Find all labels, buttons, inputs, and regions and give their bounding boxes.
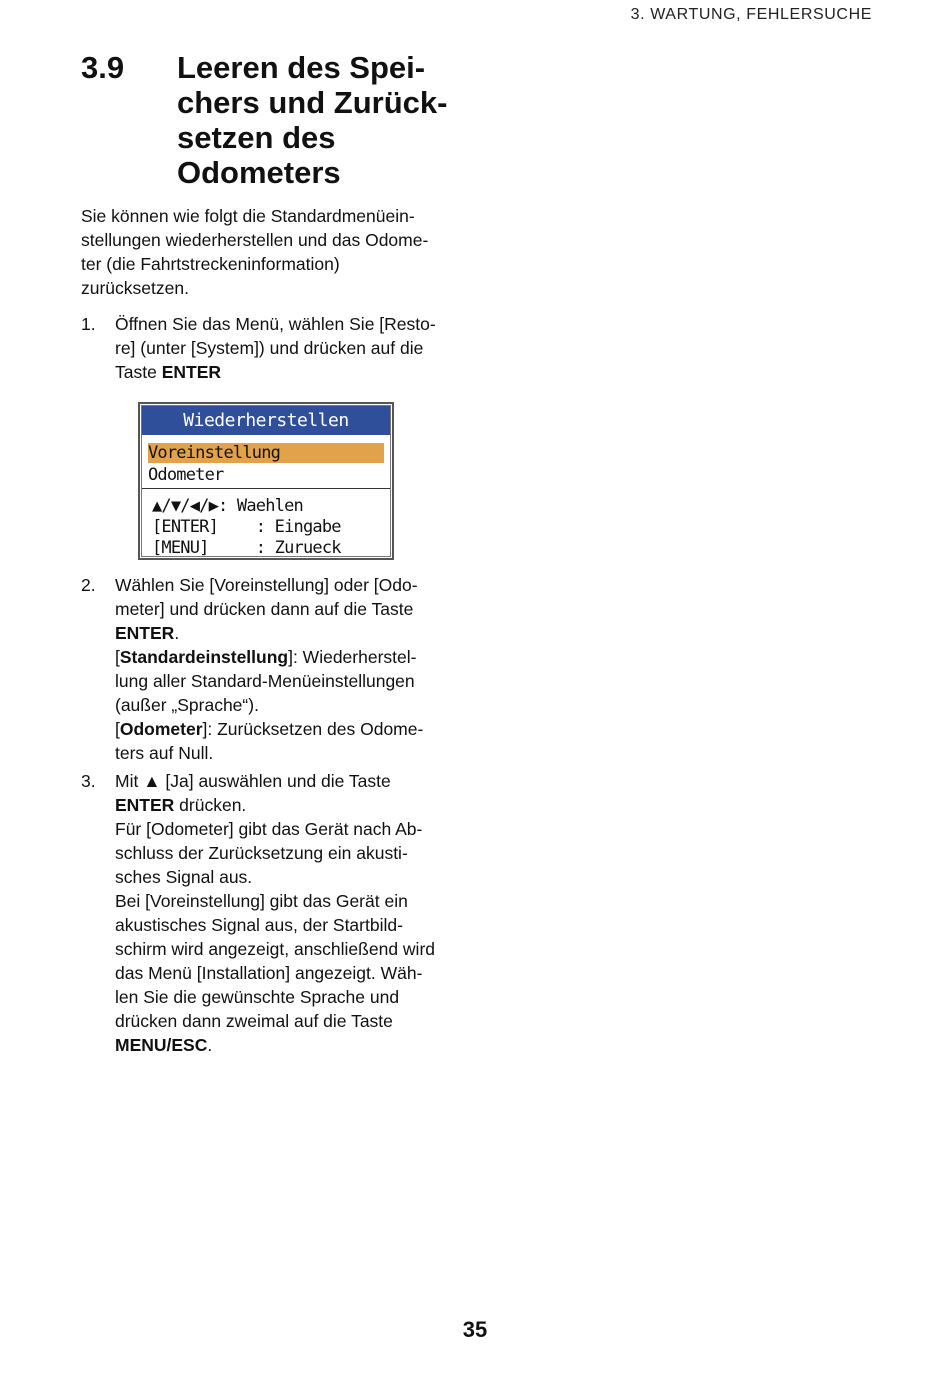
step-number: 1. bbox=[81, 314, 96, 334]
section-title bbox=[177, 50, 477, 190]
bracket: [ bbox=[115, 647, 120, 667]
running-header: 3. WARTUNG, FEHLERSUCHE bbox=[630, 6, 872, 23]
menu-esc-key-label: MENU/ESC bbox=[115, 1035, 208, 1055]
step-line: sches Signal aus. bbox=[115, 867, 253, 887]
help-separator: : bbox=[255, 517, 275, 537]
help-separator: : bbox=[218, 496, 237, 516]
page-number: 35 bbox=[462, 1317, 488, 1342]
step-text bbox=[115, 312, 475, 384]
step-text-span: Taste bbox=[115, 362, 162, 382]
help-line-menu bbox=[152, 538, 341, 559]
enter-key-label: ENTER bbox=[115, 795, 175, 815]
arrow-keys-icon: ▲/▼/◀/▶ bbox=[152, 496, 219, 516]
help-separator: : bbox=[255, 538, 275, 558]
step-text-span: drücken. bbox=[174, 795, 247, 815]
step-line: Wählen Sie [Voreinstellung] oder [Odo- bbox=[115, 575, 418, 595]
menu-option-voreinstellung[interactable]: Voreinstellung bbox=[148, 443, 384, 463]
intro-line: stellungen wiederherstellen und das Odome- bbox=[81, 230, 429, 250]
section-title-line: Odometers bbox=[177, 155, 341, 190]
section-number: 3.9 bbox=[81, 50, 125, 85]
intro-line: ter (die Fahrtstreckeninformation) bbox=[81, 254, 340, 274]
step-line: Öffnen Sie das Menü, wählen Sie [Resto- bbox=[115, 314, 436, 334]
step-line bbox=[115, 621, 475, 645]
step-line bbox=[115, 360, 475, 384]
step-line: Bei [Voreinstellung] gibt das Gerät ein bbox=[115, 891, 408, 911]
bracket: [ bbox=[115, 719, 120, 739]
help-key: [MENU] bbox=[152, 538, 256, 558]
step-line: re] (unter [System]) und drücken auf die bbox=[115, 338, 424, 358]
step-line: Mit ▲ [Ja] auswählen und die Taste bbox=[115, 771, 391, 791]
step-line: drücken dann zweimal auf die Taste bbox=[115, 1011, 393, 1031]
section-title-line: setzen des bbox=[177, 120, 336, 155]
step-line: len Sie die gewünschte Sprache und bbox=[115, 987, 400, 1007]
step-line: meter] und drücken dann auf die Taste bbox=[115, 599, 414, 619]
step-line: schirm wird angezeigt, anschließend wird bbox=[115, 939, 435, 959]
screen-divider bbox=[142, 488, 390, 489]
step-text bbox=[115, 769, 475, 1057]
step-line bbox=[115, 645, 475, 669]
screen-inner bbox=[141, 405, 391, 557]
intro-line: zurücksetzen. bbox=[81, 278, 189, 298]
step-text bbox=[115, 573, 475, 765]
help-value: Eingabe bbox=[274, 517, 341, 537]
step-line: das Menü [Installation] angezeigt. Wäh- bbox=[115, 963, 423, 983]
step-line: ters auf Null. bbox=[115, 743, 214, 763]
step-line: (außer „Sprache“). bbox=[115, 695, 259, 715]
help-line-select bbox=[152, 496, 303, 517]
step-text-span: . bbox=[174, 623, 180, 643]
step-text-span: ]: Wiederherstel- bbox=[288, 647, 417, 667]
step-text-span: ]: Zurücksetzen des Odome- bbox=[202, 719, 424, 739]
help-value: Waehlen bbox=[236, 496, 303, 516]
step-number: 2. bbox=[81, 575, 96, 595]
help-line-enter bbox=[152, 517, 341, 538]
option-name: Standardeinstellung bbox=[119, 647, 289, 667]
menu-option-odometer[interactable]: Odometer bbox=[148, 465, 224, 485]
help-key: [ENTER] bbox=[152, 517, 256, 537]
step-line bbox=[115, 793, 475, 817]
step-line: schluss der Zurücksetzung ein akusti- bbox=[115, 843, 408, 863]
section-title-line: Leeren des Spei- bbox=[177, 50, 426, 85]
step-line: lung aller Standard-Menüeinstellungen bbox=[115, 671, 415, 691]
step-line: akustisches Signal aus, der Startbild- bbox=[115, 915, 403, 935]
step-line: Für [Odometer] gibt das Gerät nach Ab- bbox=[115, 819, 423, 839]
step-number: 3. bbox=[81, 771, 96, 791]
intro-paragraph bbox=[81, 204, 461, 300]
restore-menu-screen bbox=[138, 402, 394, 560]
option-name: Odometer bbox=[119, 719, 203, 739]
step-line bbox=[115, 1033, 475, 1057]
screen-title: Wiederherstellen bbox=[142, 406, 390, 435]
help-value: Zurueck bbox=[274, 538, 341, 558]
step-text-span: . bbox=[207, 1035, 213, 1055]
section-title-line: chers und Zurück- bbox=[177, 85, 448, 120]
enter-key-label: ENTER bbox=[115, 623, 175, 643]
step-line bbox=[115, 717, 475, 741]
intro-line: Sie können wie folgt die Standardmenüein- bbox=[81, 206, 415, 226]
enter-key-label: ENTER bbox=[161, 362, 222, 382]
